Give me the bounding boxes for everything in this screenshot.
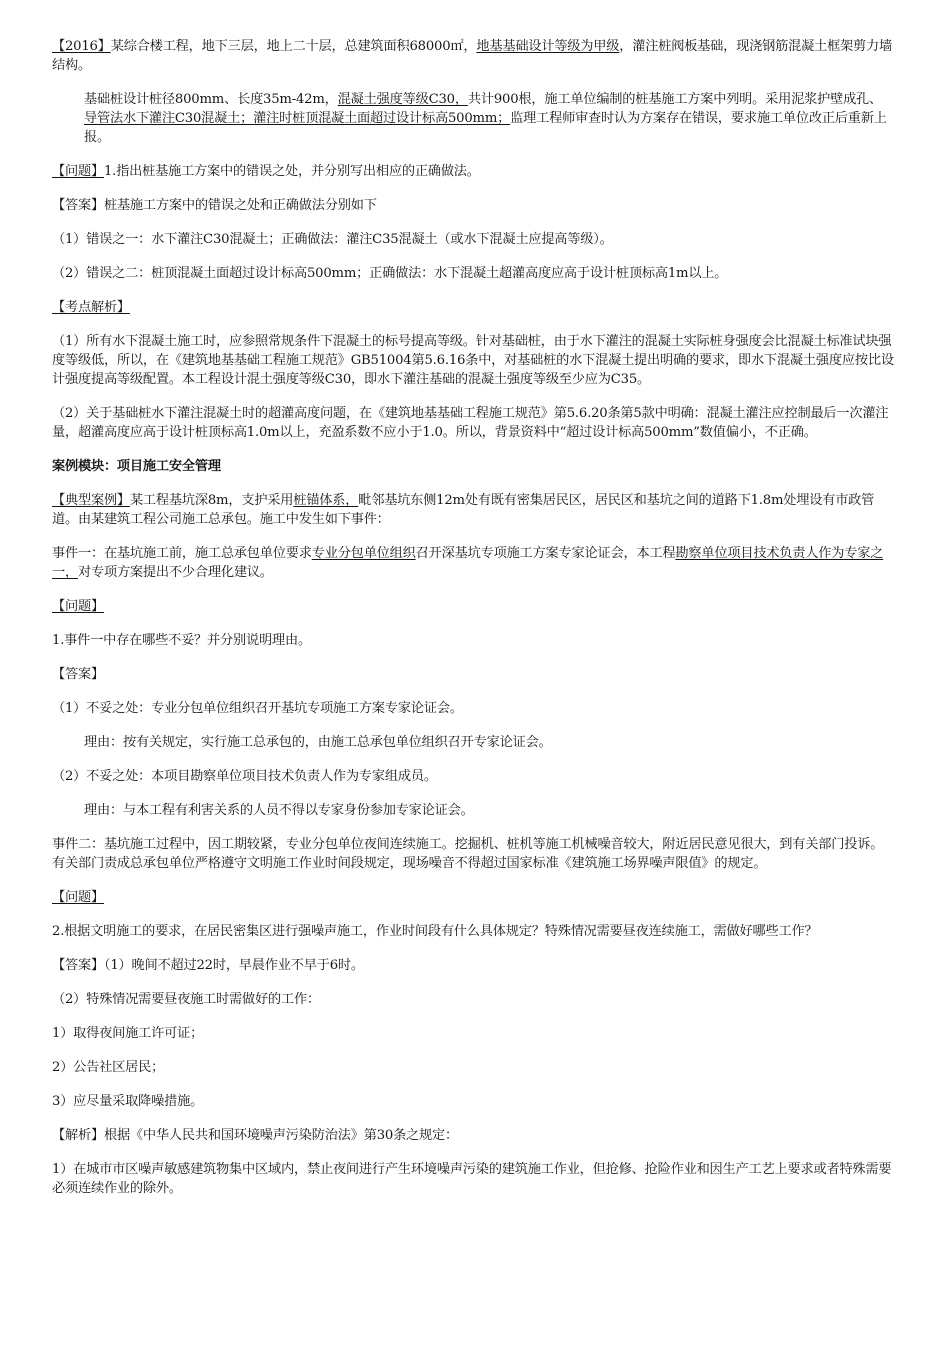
explanation-item-1: 1）在城市市区噪声敏感建筑物集中区域内，禁止夜间进行产生环境噪声污染的建筑施工作业，但抢修、抢险作业和因生产工艺上要求或者特殊需要必须连续作业的除外。 (52, 1162, 892, 1196)
underlined-phrase: 导管法水下灌注C30混凝土；灌注时桩顶混凝土面超过设计标高500mm； (84, 111, 511, 126)
answer-event-2-item-2: （2）特殊情况需要昼夜施工时需做好的工作： (52, 992, 320, 1007)
analysis-item-1: （1）所有水下混凝土施工时，应参照常规条件下混凝土的标号提高等级。针对基础桩，由于水下灌注的混凝土实际桩身强度会比混凝土标准试块强度等级低，所以，在《建筑地基基础工程施工规范》GB51004第5.6.16条中，对基础桩的水下混凝土提出明确的要求，即水下混凝土强度应按比设计强度提高等级配置。本工程设计混土强度等级C30，即水下灌注基础的混凝土强度等级至少应为C35。 (52, 334, 894, 387)
underlined-phrase: 桩锚体系， (293, 493, 359, 508)
case-tag: 【典型案例】 (52, 493, 130, 508)
typical-case: 【典型案例】某工程基坑深8m，支护采用桩锚体系，毗邻基坑东侧12m处有既有密集居民区，居民区和基坑之间的道路下1.8m处埋设有市政管道。由某建筑工程公司施工总承包。施工中发生如下事件： (52, 493, 875, 527)
question-event-1: 1.事件一中存在哪些不妥？并分别说明理由。 (52, 633, 311, 648)
analysis-item-2: （2）关于基础桩水下灌注混凝土时的超灌高度问题，在《建筑地基基础工程施工规范》第5.6.20条第5款中明确：混凝土灌注应控制最后一次灌注量，超灌高度应高于设计桩顶标高1.0m以上，充盈系数不应小于1.0。所以，背景资料中“超过设计标高500mm”数值偏小，不正确。 (52, 406, 889, 440)
explanation-tag: 【解析】 (52, 1128, 104, 1143)
question-heading-2: 【问题】 (52, 890, 104, 905)
event-1: 事件一：在基坑施工前，施工总承包单位要求专业分包单位组织召开深基坑专项施工方案专家论证会，本工程勘察单位项目技术负责人作为专家之一，对专项方案提出不少合理化建议。 (52, 546, 884, 580)
explanation: 【解析】根据《中华人民共和国环境噪声污染防治法》第30条之规定： (52, 1128, 459, 1143)
event-2: 事件二：基坑施工过程中，因工期较紧，专业分包单位夜间连续施工。挖掘机、桩机等施工机械噪音较大，附近居民意见很大，到有关部门投诉。有关部门责成总承包单位严格遵守文明施工作业时间段规定，现场噪音不得超过国家标准《建筑施工场界噪声限值》的规定。 (52, 837, 884, 871)
answer-heading: 【答案】 (52, 667, 104, 682)
pile-design-paragraph: 基础桩设计桩径800mm、长度35m-42m，混凝土强度等级C30，共计900根，施工单位编制的桩基施工方案中列明。采用泥浆护壁成孔、导管法水下灌注C30混凝土；灌注时桩顶混凝土面超过设计标高500mm；监理工程师审查时认为方案存在错误，要求施工单位改正后重新上报。 (84, 92, 887, 145)
list-item: 2）公告社区居民； (52, 1060, 165, 1075)
case-2016-background: 【2016】某综合楼工程，地下三层，地上二十层，总建筑面积68000㎡，地基基础设计等级为甲级，灌注桩阀板基础，现浇钢筋混凝土框架剪力墙结构。 (52, 39, 893, 73)
event-1-answer-2: （2）不妥之处：本项目勘察单位项目技术负责人作为专家组成员。 (52, 769, 437, 784)
answer-event-2: 【答案】（1）晚间不超过22时，早晨作业不早于6时。 (52, 958, 364, 973)
answer-1-item-1: （1）错误之一：水下灌注C30混凝土；正确做法：灌注C35混凝土（或水下混凝土应提高等级）。 (52, 232, 613, 247)
question-heading: 【问题】 (52, 599, 104, 614)
answer-tag: 【答案】 (52, 198, 104, 213)
underlined-phrase: 混凝土强度等级C30， (337, 92, 468, 107)
question-event-2: 2.根据文明施工的要求，在居民密集区进行强噪声施工，作业时间段有什么具体规定？特殊情况需要昼夜连续施工，需做好哪些工作？ (52, 924, 818, 939)
year-tag: 【2016】 (52, 39, 111, 54)
question-1: 【问题】1.指出桩基施工方案中的错误之处，并分别写出相应的正确做法。 (52, 164, 480, 179)
question-tag: 【问题】 (52, 164, 104, 179)
answer-1: 【答案】桩基施工方案中的错误之处和正确做法分别如下 (52, 198, 377, 213)
list-item: 3）应尽量采取降噪措施。 (52, 1094, 204, 1109)
answer-1-item-2: （2）错误之二：桩顶混凝土面超过设计标高500mm；正确做法：水下混凝土超灌高度应高于设计桩顶标高1m以上。 (52, 266, 728, 281)
analysis-heading: 【考点解析】 (52, 300, 130, 315)
underlined-phrase: 地基基础设计等级为甲级 (476, 39, 620, 54)
underlined-phrase: 专业分包单位组织 (311, 546, 416, 561)
answer-tag: 【答案】 (52, 958, 104, 973)
module-title: 案例模块：项目施工安全管理 (52, 459, 221, 474)
event-1-answer-1: （1）不妥之处：专业分包单位组织召开基坑专项施工方案专家论证会。 (52, 701, 463, 716)
underlined-phrase: 勘察单位项目技术负责人作为专家之一， (52, 546, 884, 580)
list-item: 1）取得夜间施工许可证； (52, 1026, 204, 1041)
event-1-reason-2: 理由：与本工程有利害关系的人员不得以专家身份参加专家论证会。 (84, 803, 474, 818)
event-1-reason-1: 理由：按有关规定，实行施工总承包的，由施工总承包单位组织召开专家论证会。 (84, 735, 552, 750)
